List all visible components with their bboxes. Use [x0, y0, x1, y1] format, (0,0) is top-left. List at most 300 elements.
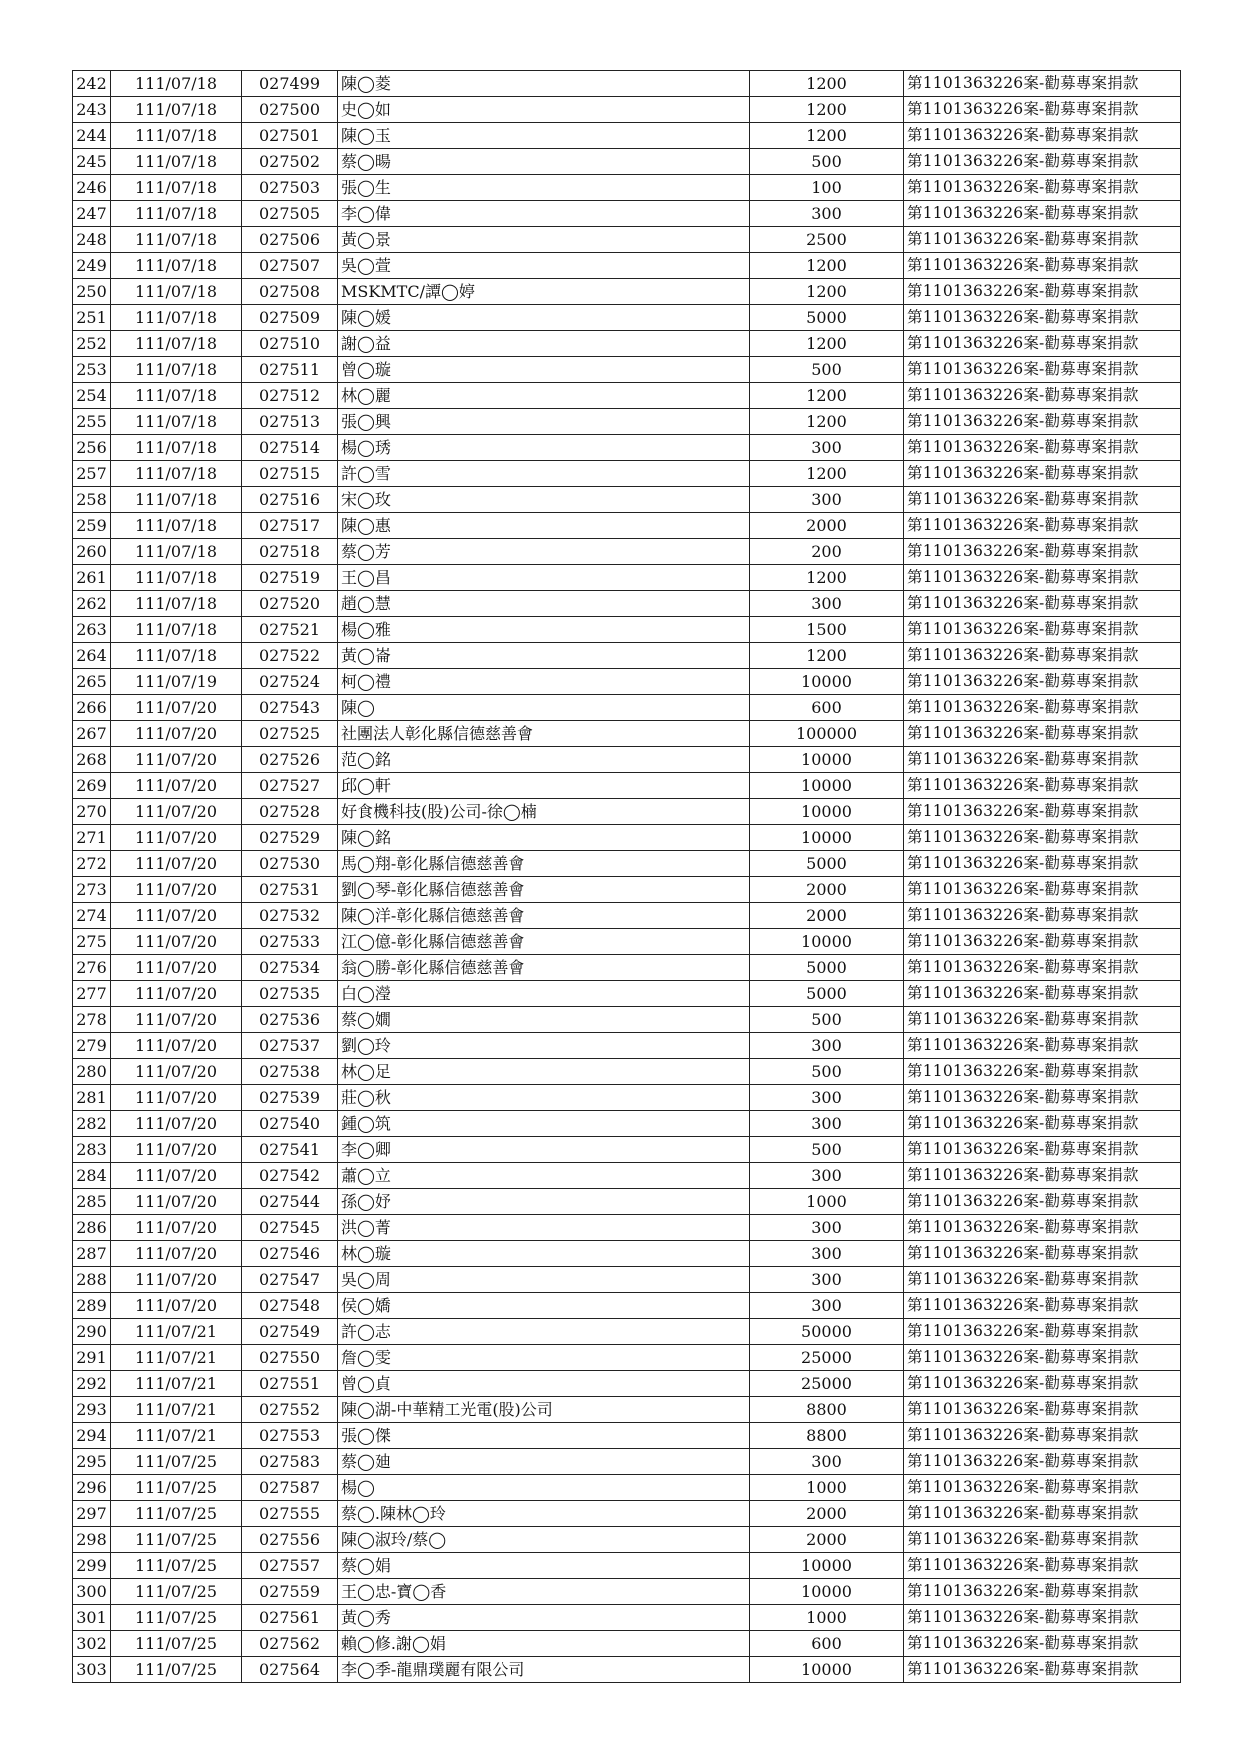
donation-amount: 600 [750, 1631, 904, 1657]
donation-amount: 10000 [750, 799, 904, 825]
donor-name: 趙◯慧 [338, 591, 750, 617]
row-number: 275 [73, 929, 111, 955]
donation-amount: 1200 [750, 383, 904, 409]
table-row [73, 1657, 1181, 1683]
donation-date: 111/07/21 [111, 1423, 242, 1449]
row-number: 262 [73, 591, 111, 617]
table-row [73, 981, 1181, 1007]
donor-name: 黃◯秀 [338, 1605, 750, 1631]
donor-name: 王◯昌 [338, 565, 750, 591]
row-number: 296 [73, 1475, 111, 1501]
row-number: 290 [73, 1319, 111, 1345]
donation-note: 第1101363226案-勸募專案捐款 [904, 825, 1181, 851]
donation-amount: 5000 [750, 305, 904, 331]
receipt-number: 027513 [242, 409, 338, 435]
donation-note: 第1101363226案-勸募專案捐款 [904, 799, 1181, 825]
donor-name: 莊◯秋 [338, 1085, 750, 1111]
donation-amount: 1200 [750, 565, 904, 591]
row-number: 260 [73, 539, 111, 565]
donation-date: 111/07/20 [111, 1059, 242, 1085]
receipt-number: 027525 [242, 721, 338, 747]
receipt-number: 027559 [242, 1579, 338, 1605]
receipt-number: 027511 [242, 357, 338, 383]
donor-name: 陳◯媛 [338, 305, 750, 331]
receipt-number: 027538 [242, 1059, 338, 1085]
receipt-number: 027552 [242, 1397, 338, 1423]
row-number: 297 [73, 1501, 111, 1527]
donation-note: 第1101363226案-勸募專案捐款 [904, 1553, 1181, 1579]
donation-note: 第1101363226案-勸募專案捐款 [904, 903, 1181, 929]
row-number: 263 [73, 617, 111, 643]
receipt-number: 027547 [242, 1267, 338, 1293]
row-number: 287 [73, 1241, 111, 1267]
row-number: 284 [73, 1163, 111, 1189]
table-row [73, 1631, 1181, 1657]
table-row [73, 1033, 1181, 1059]
row-number: 266 [73, 695, 111, 721]
donation-date: 111/07/25 [111, 1527, 242, 1553]
donation-amount: 500 [750, 149, 904, 175]
donation-date: 111/07/19 [111, 669, 242, 695]
row-number: 259 [73, 513, 111, 539]
donor-name: 吳◯萱 [338, 253, 750, 279]
table-row [73, 253, 1181, 279]
donation-amount: 5000 [750, 955, 904, 981]
donation-date: 111/07/20 [111, 1241, 242, 1267]
donation-amount: 10000 [750, 1579, 904, 1605]
donation-amount: 300 [750, 487, 904, 513]
donation-note: 第1101363226案-勸募專案捐款 [904, 591, 1181, 617]
donation-note: 第1101363226案-勸募專案捐款 [904, 1215, 1181, 1241]
donor-name: 陳◯洋-彰化縣信德慈善會 [338, 903, 750, 929]
receipt-number: 027528 [242, 799, 338, 825]
donation-note: 第1101363226案-勸募專案捐款 [904, 513, 1181, 539]
receipt-number: 027532 [242, 903, 338, 929]
donation-amount: 500 [750, 357, 904, 383]
donation-date: 111/07/20 [111, 929, 242, 955]
donation-note: 第1101363226案-勸募專案捐款 [904, 1501, 1181, 1527]
table-row [73, 1293, 1181, 1319]
donation-table-body [73, 71, 1181, 1683]
receipt-number: 027533 [242, 929, 338, 955]
table-row [73, 1059, 1181, 1085]
donation-note: 第1101363226案-勸募專案捐款 [904, 1345, 1181, 1371]
donation-date: 111/07/20 [111, 721, 242, 747]
table-row [73, 1241, 1181, 1267]
donation-amount: 10000 [750, 773, 904, 799]
receipt-number: 027553 [242, 1423, 338, 1449]
donor-name: 許◯志 [338, 1319, 750, 1345]
row-number: 245 [73, 149, 111, 175]
donation-amount: 1200 [750, 71, 904, 97]
donation-amount: 100 [750, 175, 904, 201]
donation-amount: 8800 [750, 1397, 904, 1423]
row-number: 252 [73, 331, 111, 357]
donation-amount: 500 [750, 1137, 904, 1163]
donor-name: 劉◯琴-彰化縣信德慈善會 [338, 877, 750, 903]
donation-date: 111/07/18 [111, 227, 242, 253]
donation-date: 111/07/25 [111, 1501, 242, 1527]
donation-date: 111/07/18 [111, 357, 242, 383]
donor-name: 蔡◯廸 [338, 1449, 750, 1475]
donation-note: 第1101363226案-勸募專案捐款 [904, 981, 1181, 1007]
row-number: 288 [73, 1267, 111, 1293]
receipt-number: 027540 [242, 1111, 338, 1137]
row-number: 246 [73, 175, 111, 201]
donation-amount: 25000 [750, 1345, 904, 1371]
donation-amount: 200 [750, 539, 904, 565]
donation-note: 第1101363226案-勸募專案捐款 [904, 565, 1181, 591]
donation-amount: 10000 [750, 1553, 904, 1579]
donation-note: 第1101363226案-勸募專案捐款 [904, 1657, 1181, 1683]
donation-date: 111/07/20 [111, 1111, 242, 1137]
donor-name: 林◯麗 [338, 383, 750, 409]
donation-amount: 1200 [750, 253, 904, 279]
receipt-number: 027509 [242, 305, 338, 331]
donation-amount: 1200 [750, 123, 904, 149]
donor-name: 劉◯玲 [338, 1033, 750, 1059]
donation-amount: 1000 [750, 1475, 904, 1501]
receipt-number: 027587 [242, 1475, 338, 1501]
donor-name: 史◯如 [338, 97, 750, 123]
donation-date: 111/07/25 [111, 1475, 242, 1501]
table-row [73, 565, 1181, 591]
table-row [73, 773, 1181, 799]
table-row [73, 1267, 1181, 1293]
receipt-number: 027518 [242, 539, 338, 565]
donation-date: 111/07/20 [111, 877, 242, 903]
table-row [73, 279, 1181, 305]
donation-date: 111/07/20 [111, 903, 242, 929]
table-row [73, 409, 1181, 435]
donation-amount: 5000 [750, 851, 904, 877]
table-row [73, 1345, 1181, 1371]
donor-name: 馬◯翔-彰化縣信德慈善會 [338, 851, 750, 877]
table-row [73, 123, 1181, 149]
donation-note: 第1101363226案-勸募專案捐款 [904, 773, 1181, 799]
row-number: 280 [73, 1059, 111, 1085]
donation-date: 111/07/18 [111, 565, 242, 591]
receipt-number: 027510 [242, 331, 338, 357]
receipt-number: 027502 [242, 149, 338, 175]
donation-amount: 1500 [750, 617, 904, 643]
row-number: 248 [73, 227, 111, 253]
donation-note: 第1101363226案-勸募專案捐款 [904, 1605, 1181, 1631]
donation-note: 第1101363226案-勸募專案捐款 [904, 487, 1181, 513]
donation-date: 111/07/18 [111, 643, 242, 669]
donor-name: 曾◯璇 [338, 357, 750, 383]
row-number: 289 [73, 1293, 111, 1319]
row-number: 244 [73, 123, 111, 149]
receipt-number: 027517 [242, 513, 338, 539]
donation-date: 111/07/18 [111, 305, 242, 331]
donation-date: 111/07/20 [111, 747, 242, 773]
table-row [73, 305, 1181, 331]
donor-name: 楊◯琇 [338, 435, 750, 461]
donation-amount: 25000 [750, 1371, 904, 1397]
receipt-number: 027500 [242, 97, 338, 123]
donation-date: 111/07/21 [111, 1371, 242, 1397]
donation-amount: 100000 [750, 721, 904, 747]
donation-note: 第1101363226案-勸募專案捐款 [904, 539, 1181, 565]
donor-name: 社團法人彰化縣信德慈善會 [338, 721, 750, 747]
table-row [73, 617, 1181, 643]
donation-date: 111/07/25 [111, 1631, 242, 1657]
donation-note: 第1101363226案-勸募專案捐款 [904, 461, 1181, 487]
donation-amount: 1200 [750, 643, 904, 669]
row-number: 261 [73, 565, 111, 591]
receipt-number: 027549 [242, 1319, 338, 1345]
donation-amount: 300 [750, 1449, 904, 1475]
donor-name: 李◯季-龍鼎璞麗有限公司 [338, 1657, 750, 1683]
receipt-number: 027541 [242, 1137, 338, 1163]
donation-date: 111/07/20 [111, 695, 242, 721]
donor-name: 翁◯勝-彰化縣信德慈善會 [338, 955, 750, 981]
donor-name: 陳◯惠 [338, 513, 750, 539]
table-row [73, 1423, 1181, 1449]
table-row [73, 1371, 1181, 1397]
donor-name: 陳◯玉 [338, 123, 750, 149]
table-row [73, 1527, 1181, 1553]
donation-date: 111/07/20 [111, 851, 242, 877]
donation-amount: 600 [750, 695, 904, 721]
row-number: 271 [73, 825, 111, 851]
row-number: 285 [73, 1189, 111, 1215]
donation-amount: 300 [750, 1215, 904, 1241]
table-row [73, 1137, 1181, 1163]
row-number: 267 [73, 721, 111, 747]
row-number: 277 [73, 981, 111, 1007]
table-row [73, 1319, 1181, 1345]
donor-name: 張◯傑 [338, 1423, 750, 1449]
row-number: 247 [73, 201, 111, 227]
table-row [73, 1579, 1181, 1605]
receipt-number: 027530 [242, 851, 338, 877]
donor-name: 李◯偉 [338, 201, 750, 227]
row-number: 299 [73, 1553, 111, 1579]
receipt-number: 027535 [242, 981, 338, 1007]
donation-amount: 8800 [750, 1423, 904, 1449]
donor-name: 蔡◯娟 [338, 1553, 750, 1579]
row-number: 272 [73, 851, 111, 877]
row-number: 264 [73, 643, 111, 669]
row-number: 254 [73, 383, 111, 409]
row-number: 253 [73, 357, 111, 383]
donation-date: 111/07/25 [111, 1605, 242, 1631]
receipt-number: 027529 [242, 825, 338, 851]
donation-date: 111/07/18 [111, 487, 242, 513]
donation-amount: 2000 [750, 903, 904, 929]
receipt-number: 027562 [242, 1631, 338, 1657]
donor-name: 陳◯湖-中華精工光電(股)公司 [338, 1397, 750, 1423]
donation-date: 111/07/20 [111, 1085, 242, 1111]
row-number: 302 [73, 1631, 111, 1657]
donation-note: 第1101363226案-勸募專案捐款 [904, 201, 1181, 227]
donation-date: 111/07/20 [111, 1137, 242, 1163]
receipt-number: 027545 [242, 1215, 338, 1241]
donation-amount: 2500 [750, 227, 904, 253]
table-row [73, 461, 1181, 487]
row-number: 283 [73, 1137, 111, 1163]
receipt-number: 027550 [242, 1345, 338, 1371]
donation-date: 111/07/20 [111, 955, 242, 981]
table-row [73, 513, 1181, 539]
donation-amount: 1000 [750, 1605, 904, 1631]
donation-date: 111/07/18 [111, 383, 242, 409]
donation-amount: 500 [750, 1007, 904, 1033]
donor-name: 蔡◯暘 [338, 149, 750, 175]
donation-note: 第1101363226案-勸募專案捐款 [904, 955, 1181, 981]
row-number: 243 [73, 97, 111, 123]
donation-date: 111/07/18 [111, 123, 242, 149]
receipt-number: 027508 [242, 279, 338, 305]
donor-name: 吳◯周 [338, 1267, 750, 1293]
donation-date: 111/07/18 [111, 71, 242, 97]
donor-name: 張◯興 [338, 409, 750, 435]
row-number: 286 [73, 1215, 111, 1241]
donation-date: 111/07/21 [111, 1345, 242, 1371]
donation-date: 111/07/21 [111, 1319, 242, 1345]
donation-note: 第1101363226案-勸募專案捐款 [904, 305, 1181, 331]
donation-note: 第1101363226案-勸募專案捐款 [904, 1475, 1181, 1501]
donor-name: 蔡◯芳 [338, 539, 750, 565]
table-row [73, 331, 1181, 357]
donation-note: 第1101363226案-勸募專案捐款 [904, 1085, 1181, 1111]
receipt-number: 027515 [242, 461, 338, 487]
donation-amount: 10000 [750, 1657, 904, 1683]
donation-date: 111/07/18 [111, 201, 242, 227]
donation-date: 111/07/18 [111, 461, 242, 487]
donation-amount: 1200 [750, 461, 904, 487]
receipt-number: 027543 [242, 695, 338, 721]
row-number: 291 [73, 1345, 111, 1371]
donation-note: 第1101363226案-勸募專案捐款 [904, 71, 1181, 97]
donation-date: 111/07/18 [111, 279, 242, 305]
donation-note: 第1101363226案-勸募專案捐款 [904, 279, 1181, 305]
table-row [73, 955, 1181, 981]
receipt-number: 027551 [242, 1371, 338, 1397]
receipt-number: 027537 [242, 1033, 338, 1059]
donor-name: 蕭◯立 [338, 1163, 750, 1189]
row-number: 274 [73, 903, 111, 929]
donation-date: 111/07/25 [111, 1449, 242, 1475]
donation-note: 第1101363226案-勸募專案捐款 [904, 1241, 1181, 1267]
row-number: 294 [73, 1423, 111, 1449]
donation-date: 111/07/18 [111, 409, 242, 435]
table-row [73, 149, 1181, 175]
receipt-number: 027534 [242, 955, 338, 981]
donor-name: MSKMTC/譚◯婷 [338, 279, 750, 305]
donation-note: 第1101363226案-勸募專案捐款 [904, 1137, 1181, 1163]
donation-amount: 2000 [750, 1527, 904, 1553]
donation-date: 111/07/20 [111, 799, 242, 825]
donor-name: 孫◯妤 [338, 1189, 750, 1215]
table-row [73, 695, 1181, 721]
donation-date: 111/07/25 [111, 1553, 242, 1579]
donor-name: 許◯雪 [338, 461, 750, 487]
donation-note: 第1101363226案-勸募專案捐款 [904, 1007, 1181, 1033]
row-number: 298 [73, 1527, 111, 1553]
row-number: 265 [73, 669, 111, 695]
table-row [73, 1553, 1181, 1579]
donor-name: 李◯卿 [338, 1137, 750, 1163]
donor-name: 柯◯禮 [338, 669, 750, 695]
donor-name: 陳◯菱 [338, 71, 750, 97]
donation-note: 第1101363226案-勸募專案捐款 [904, 1189, 1181, 1215]
row-number: 300 [73, 1579, 111, 1605]
donation-amount: 2000 [750, 877, 904, 903]
donation-date: 111/07/20 [111, 1293, 242, 1319]
table-row [73, 825, 1181, 851]
receipt-number: 027514 [242, 435, 338, 461]
donor-name: 林◯足 [338, 1059, 750, 1085]
donation-note: 第1101363226案-勸募專案捐款 [904, 435, 1181, 461]
table-row [73, 747, 1181, 773]
donation-note: 第1101363226案-勸募專案捐款 [904, 1319, 1181, 1345]
donor-name: 張◯生 [338, 175, 750, 201]
receipt-number: 027506 [242, 227, 338, 253]
donation-note: 第1101363226案-勸募專案捐款 [904, 1111, 1181, 1137]
donation-date: 111/07/18 [111, 175, 242, 201]
table-row [73, 71, 1181, 97]
table-row [73, 1189, 1181, 1215]
donation-note: 第1101363226案-勸募專案捐款 [904, 1267, 1181, 1293]
receipt-number: 027527 [242, 773, 338, 799]
donation-note: 第1101363226案-勸募專案捐款 [904, 123, 1181, 149]
table-row [73, 643, 1181, 669]
table-row [73, 435, 1181, 461]
receipt-number: 027526 [242, 747, 338, 773]
donor-name: 蔡◯.陳林◯玲 [338, 1501, 750, 1527]
donation-note: 第1101363226案-勸募專案捐款 [904, 721, 1181, 747]
row-number: 295 [73, 1449, 111, 1475]
donation-date: 111/07/18 [111, 97, 242, 123]
receipt-number: 027556 [242, 1527, 338, 1553]
row-number: 255 [73, 409, 111, 435]
donation-date: 111/07/20 [111, 1215, 242, 1241]
donation-date: 111/07/21 [111, 1397, 242, 1423]
donation-amount: 2000 [750, 1501, 904, 1527]
table-row [73, 1007, 1181, 1033]
receipt-number: 027564 [242, 1657, 338, 1683]
donation-date: 111/07/20 [111, 825, 242, 851]
donation-note: 第1101363226案-勸募專案捐款 [904, 1371, 1181, 1397]
donation-note: 第1101363226案-勸募專案捐款 [904, 175, 1181, 201]
donation-date: 111/07/20 [111, 1189, 242, 1215]
donation-amount: 1200 [750, 97, 904, 123]
receipt-number: 027544 [242, 1189, 338, 1215]
table-row [73, 227, 1181, 253]
donation-note: 第1101363226案-勸募專案捐款 [904, 1293, 1181, 1319]
donor-name: 曾◯貞 [338, 1371, 750, 1397]
donation-date: 111/07/18 [111, 617, 242, 643]
donation-note: 第1101363226案-勸募專案捐款 [904, 1631, 1181, 1657]
donation-note: 第1101363226案-勸募專案捐款 [904, 97, 1181, 123]
row-number: 268 [73, 747, 111, 773]
donation-date: 111/07/18 [111, 331, 242, 357]
donation-note: 第1101363226案-勸募專案捐款 [904, 227, 1181, 253]
donation-amount: 10000 [750, 747, 904, 773]
receipt-number: 027503 [242, 175, 338, 201]
table-row [73, 903, 1181, 929]
donation-amount: 1200 [750, 331, 904, 357]
donor-name: 楊◯ [338, 1475, 750, 1501]
table-row [73, 591, 1181, 617]
donation-note: 第1101363226案-勸募專案捐款 [904, 253, 1181, 279]
row-number: 251 [73, 305, 111, 331]
donation-date: 111/07/20 [111, 773, 242, 799]
table-row [73, 1605, 1181, 1631]
